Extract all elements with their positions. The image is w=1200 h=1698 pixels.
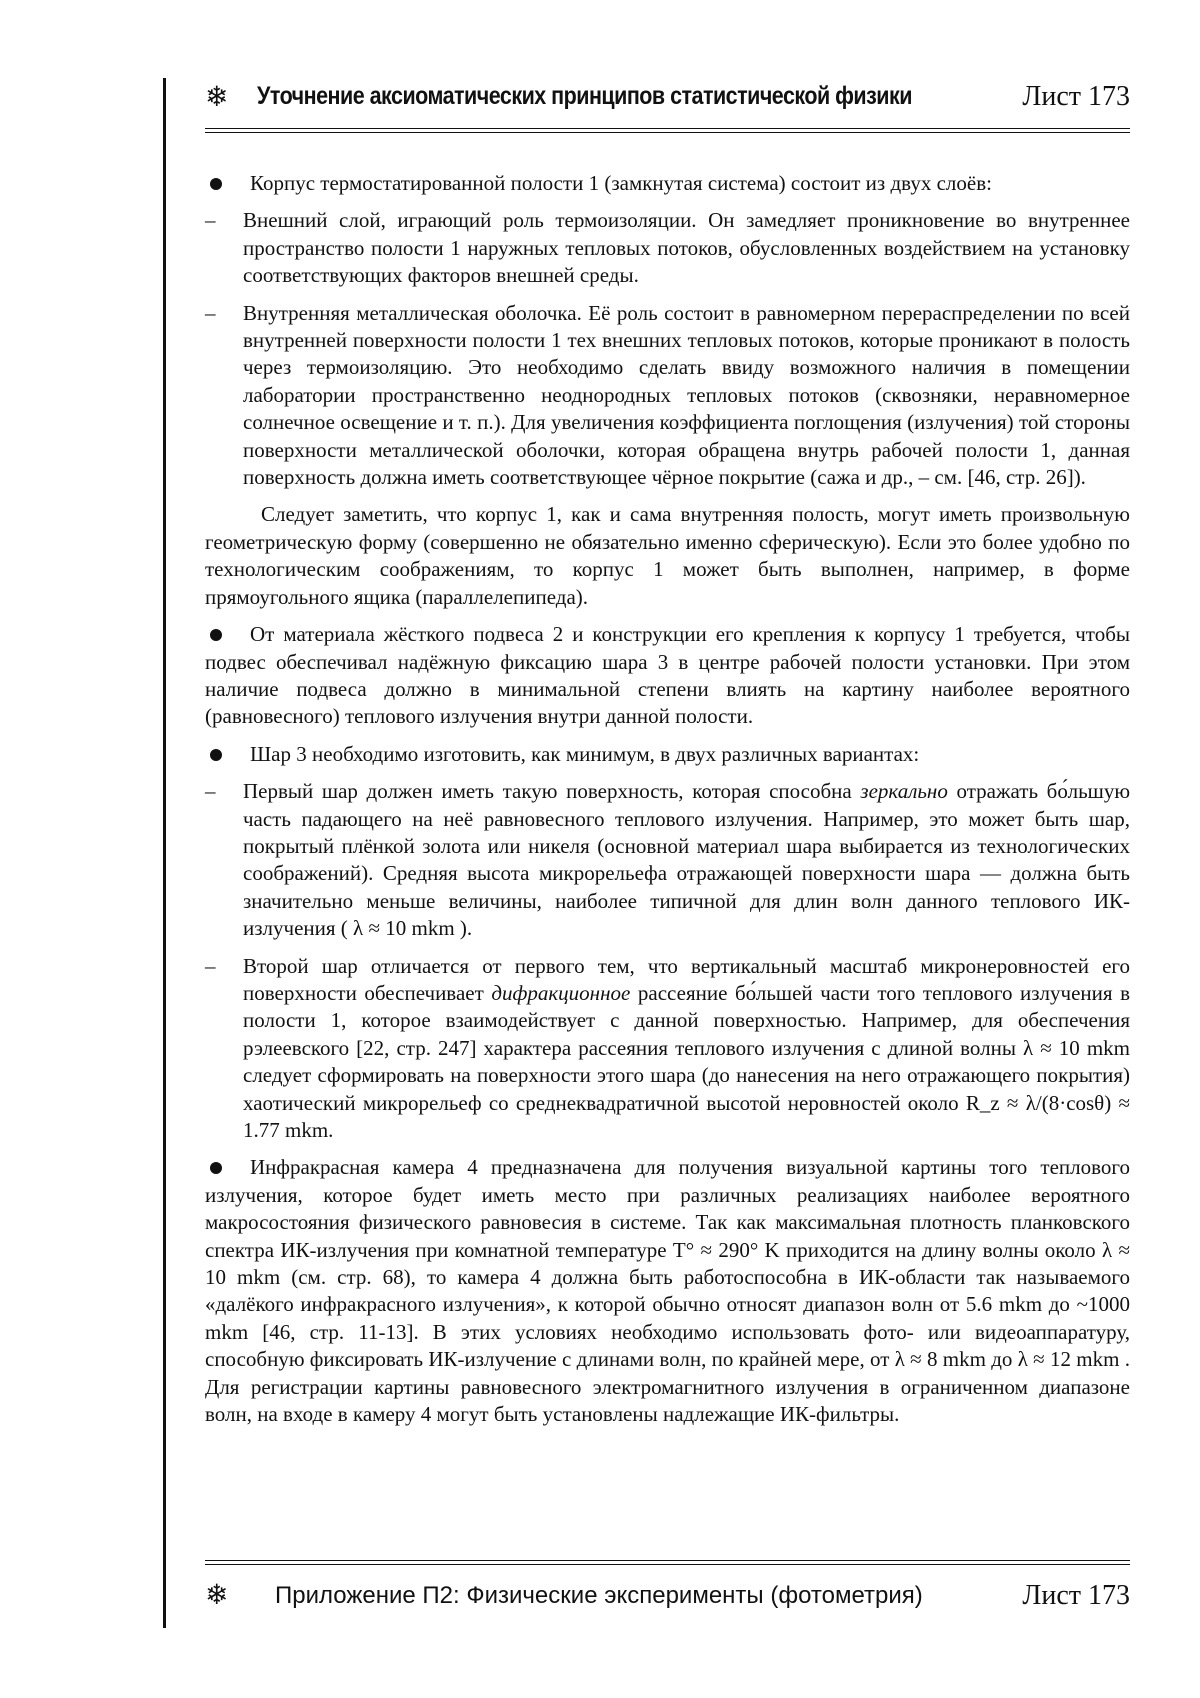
snowflake-icon: ❄	[205, 1578, 229, 1611]
bullet-text: Инфракрасная камера 4 предназначена для получения визуальной картины того теплового излучения, которое будет иметь место при различных реализациях наиболее вероятного макросостояния физического равновесия в системе. Так как максимальная плотность планковского спектра ИК-излучения при комнатной температуре T° ≈ 290° K приходится на длину волны около λ ≈ 10 mkm (см. стр. 68), то камера 4 должна быть работоспособна в ИК-области так называемого «далёкого инфракрасного излучения», к которой обычно относят диапазон волн от 5.6 mkm до ~1000 mkm [46, стр. 11-13]. В этих условиях необходимо использовать фото- или видеоаппаратуру, способную фиксировать ИК-излучение с длинами волн, по крайней мере, от λ ≈ 8 mkm до λ ≈ 12 mkm . Для регистрации картины равновесного электромагнитного излучения в ограниченном диапазоне волн, на входе в камеру 4 могут быть установлены надлежащие ИК-фильтры.	[205, 1155, 1130, 1427]
dash-text: отражать бо́льшую часть падающего на неё равновесного теплового излучения. Например, это может быть шар, покрытый плёнкой золота или никеля (основной материал шара выбирается из технологических соображений). Средняя высота микрорельефа отражающей поверхности шара — должна быть значительно меньше величины, наиболее типичной для длин волн данного теплового ИК-излучения ( λ ≈ 10 mkm ).	[243, 779, 1131, 941]
bullet-text: Корпус термостатированной полости 1 (замкнутая система) состоит из двух слоёв:	[250, 171, 992, 195]
dash-text: Внешний слой, играющий роль термоизоляции. Он замедляет проникновение во внутреннее пространство полости 1 наружных тепловых потоков, обусловленных воздействием на установку соответствующих факторов внешней среды.	[243, 208, 1130, 288]
bullet-paragraph	[205, 1154, 1130, 1428]
page-body	[205, 170, 1130, 1438]
footer-double-rule	[205, 1560, 1130, 1565]
bullet-paragraph	[205, 741, 1130, 768]
dash-marker: –	[205, 208, 216, 233]
dash-marker: –	[205, 953, 216, 978]
bullet-icon	[210, 749, 222, 761]
bullet-icon	[210, 1162, 222, 1174]
dash-marker: –	[205, 779, 216, 804]
page-footer	[205, 1578, 1130, 1618]
dash-text: Внутренняя металлическая оболочка. Её роль состоит в равномерном перераспределении по всей внутренней поверхности полости 1 тех внешних тепловых потоков, которые проникают в полость через термоизоляцию. Это необходимо сделать ввиду возможного наличия в помещении лаборатории пространственно неоднородных тепловых потоков (сквозняки, неравномерное солнечное освещение и т. п.). Для увеличения коэффициента поглощения (излучения) той стороны поверхности металлической оболочки, которая обращена внутрь рабочей полости 1, данная поверхность должна иметь соответствующее чёрное покрытие (сажа и др., – см. [46, стр. 26]).	[243, 300, 1130, 490]
dash-item	[205, 953, 1130, 1145]
body-paragraph: Следует заметить, что корпус 1, как и сама внутренняя полость, могут иметь произвольную геометрическую форму (совершенно не обязательно именно сферическую). Если это более удобно по технологическим соображениям, то корпус 1 может быть выполнен, например, в форме прямоугольного ящика (параллелепипеда).	[205, 502, 1130, 609]
bullet-paragraph	[205, 621, 1130, 731]
left-margin-rule	[163, 78, 166, 1628]
header-title: Уточнение аксиоматических принципов статистической физики	[257, 82, 912, 110]
bullet-text: От материала жёсткого подвеса 2 и конструкции его крепления к корпусу 1 требуется, чтобы подвес обеспечивал надёжную фиксацию шара 3 в центре рабочей полости установки. При этом наличие подвеса должно в минимальной степени влиять на картину наиболее вероятного (равновесного) теплового излучения внутри данной полости.	[205, 622, 1130, 729]
dash-item	[205, 207, 1130, 289]
italic-term: дифракционное	[491, 980, 631, 1005]
dash-text: Первый шар должен иметь такую поверхность, которая способна	[243, 779, 852, 804]
snowflake-icon: ❄	[205, 80, 229, 113]
dash-item	[205, 778, 1130, 942]
dash-text: рассеяние бо́льшей части того теплового излучения в полости 1, которое взаимодействует с данной поверхностью. Например, для обеспечения рэлеевского [22, стр. 247] характера рассеяния теплового излучения с длиной волны λ ≈ 10 mkm следует сформировать на поверхности этого шара (до нанесения на него отражающего покрытия) хаотический микрорельеф со среднеквадратичной высотой неровностей около R_z ≈ λ/(8·cosθ) ≈ 1.77 mkm.	[243, 980, 1131, 1142]
bullet-icon	[210, 629, 222, 641]
bullet-icon	[210, 178, 222, 190]
dash-item	[205, 300, 1130, 492]
header-double-rule	[205, 128, 1130, 133]
footer-text: Приложение П2: Физические эксперименты (фотометрия)	[275, 1582, 923, 1609]
page-header	[205, 78, 1130, 122]
bullet-text: Шар 3 необходимо изготовить, как минимум, в двух различных вариантах:	[250, 741, 920, 766]
dash-marker: –	[205, 300, 216, 325]
header-sheet-number: Лист 173	[1022, 81, 1130, 112]
dash-text: Второй шар отличается от первого тем, что вертикальный масштаб микронеровностей его поверхности обеспечивает	[243, 953, 1130, 1005]
italic-term: зеркально	[860, 779, 948, 804]
bullet-paragraph	[205, 170, 1130, 197]
footer-sheet-number: Лист 173	[1022, 1580, 1130, 1611]
